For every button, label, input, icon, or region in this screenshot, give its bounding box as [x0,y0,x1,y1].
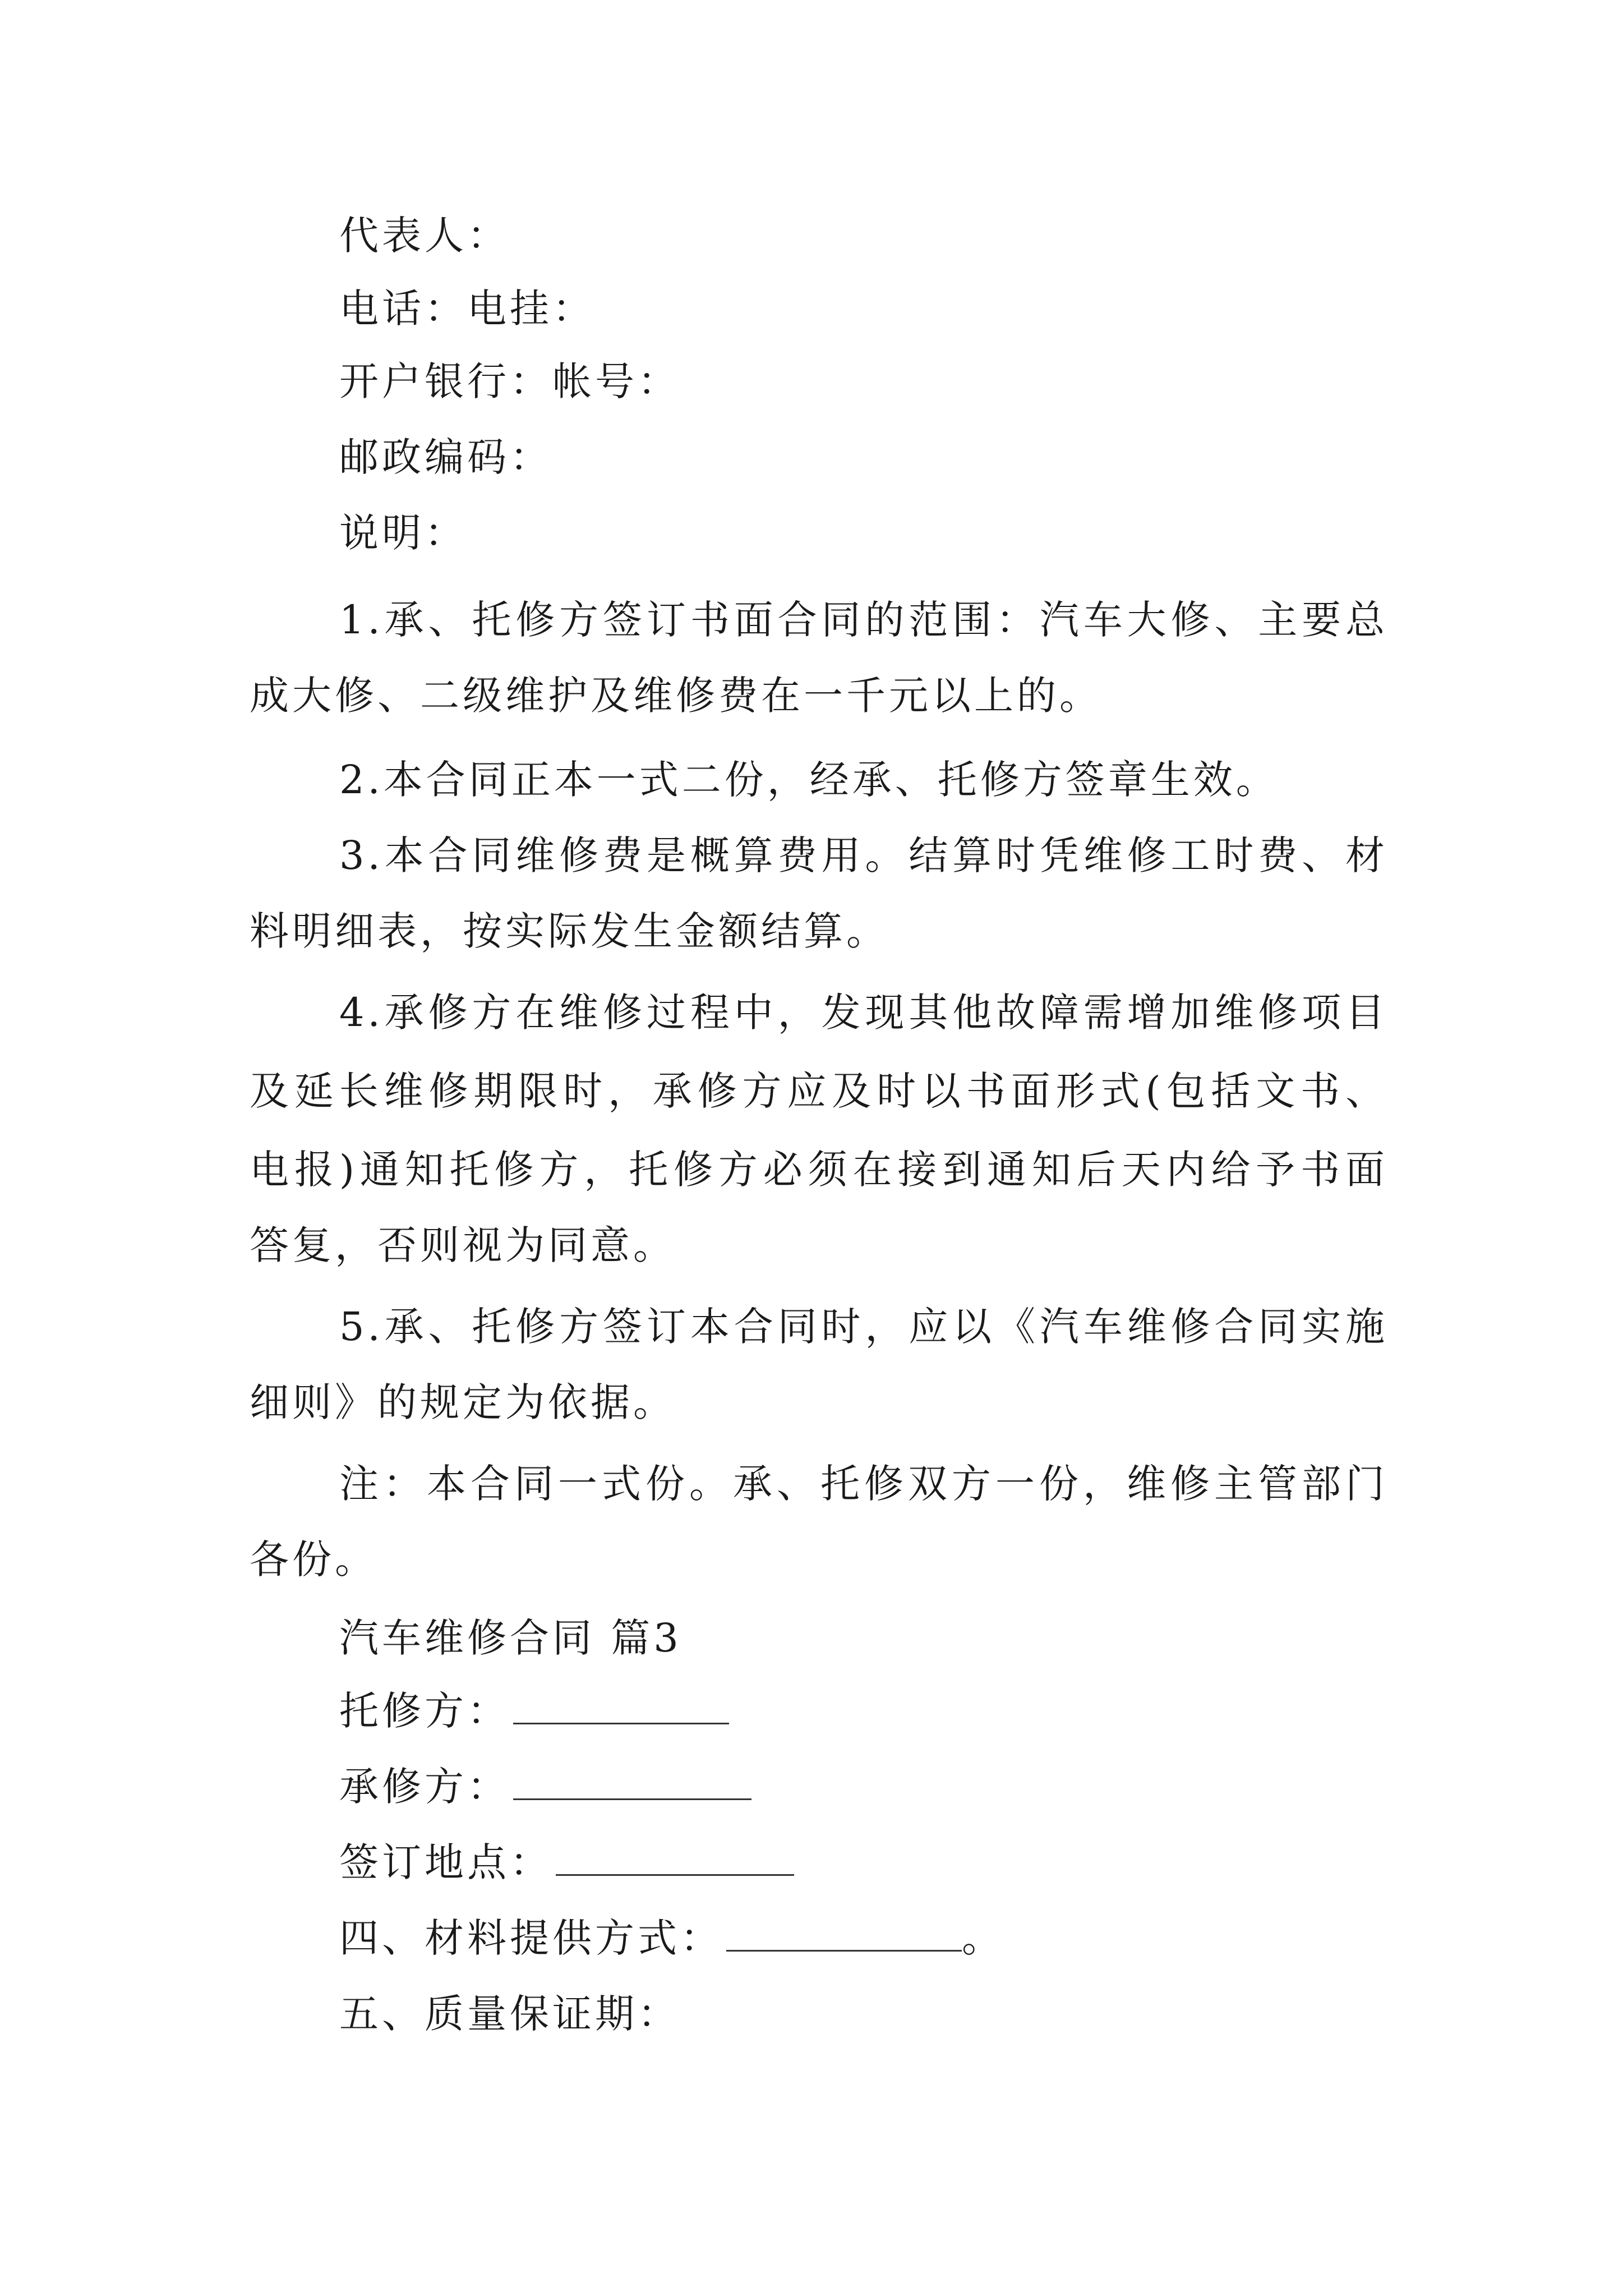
note-4-line-1: 4.承修方在维修过程中，发现其他故障需增加维修项目 [339,990,1388,1036]
note-5-line-1: 5.承、托修方签订本合同时，应以《汽车维修合同实施 [339,1304,1388,1350]
representative-line: 代表人： [339,213,510,259]
note-1-line-1: 1.承、托修方签订书面合同的范围：汽车大修、主要总 [339,597,1388,643]
material-supply-suffix: 。 [962,1915,1004,1961]
client-label: 托修方： [339,1688,510,1734]
bank-account-line: 开户银行：帐号： [339,358,680,404]
sign-place-row [339,1834,1388,1890]
note-3-line-2: 料明细表，按实际发生金额结算。 [250,908,889,954]
remark-line-1: 注：本合同一式份。承、托修双方一份，维修主管部门 [339,1461,1388,1507]
material-supply-row [339,1910,1388,1966]
note-4-line-2: 及延长维修期限时，承修方应及时以书面形式(包括文书、 [250,1068,1388,1114]
note-4-line-3: 电报)通知托修方，托修方必须在接到通知后天内给予书面 [250,1147,1388,1193]
contractor-row [339,1759,1388,1815]
warranty-period-line: 五、质量保证期： [339,1991,680,2037]
sign-place-blank-field [556,1838,794,1876]
remark-line-2: 各份。 [250,1536,377,1582]
section-3-title: 汽车维修合同 篇3 [339,1615,682,1661]
notes-heading: 说明： [339,510,467,556]
contractor-blank-field [513,1763,751,1800]
client-blank-field [513,1687,729,1724]
note-3-line-1: 3.本合同维修费是概算费用。结算时凭维修工时费、材 [339,832,1388,878]
phone-line: 电话：电挂： [339,286,595,332]
postcode-line: 邮政编码： [339,434,552,480]
note-1-line-2: 成大修、二级维护及维修费在一千元以上的。 [250,673,1102,719]
contractor-label: 承修方： [339,1764,510,1810]
note-2: 2.本合同正本一式二份，经承、托修方签章生效。 [339,757,1279,803]
client-row [339,1683,1388,1739]
material-supply-label: 四、材料提供方式： [339,1915,723,1961]
note-5-line-2: 细则》的规定为依据。 [250,1379,676,1425]
sign-place-label: 签订地点： [339,1839,552,1885]
note-4-line-4: 答复，否则视为同意。 [250,1222,676,1268]
material-supply-blank-field [726,1914,962,1952]
